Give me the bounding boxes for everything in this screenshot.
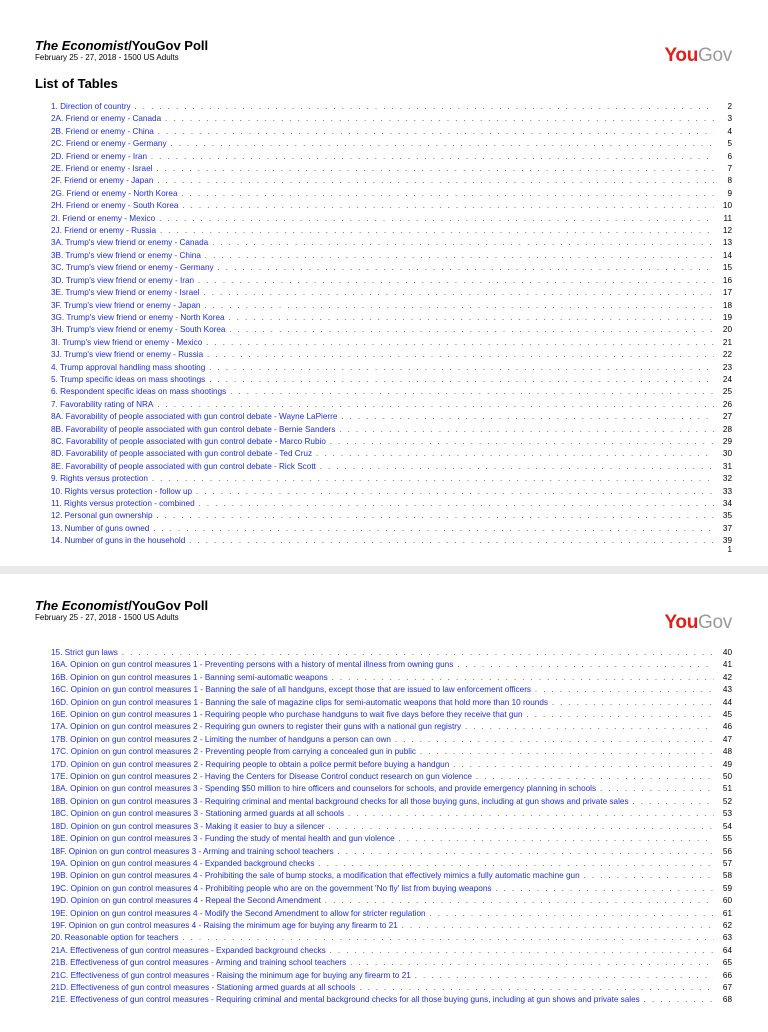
toc-page-number: 10 [722,201,732,211]
toc-entry-link[interactable]: 18D. Opinion on gun control measures 3 - Making it easier to buy a silencer [51,821,325,831]
toc-entry-link[interactable]: 13. Number of guns owned [51,523,150,533]
toc-entry[interactable] [35,734,732,746]
page-number: 1 [727,545,732,554]
toc-entry[interactable] [35,237,732,249]
toc-entry[interactable] [35,151,732,163]
toc-entry[interactable] [35,312,732,324]
toc-entry-link[interactable]: 19A. Opinion on gun control measures 4 - Expanded background checks [51,858,315,868]
toc-entry-link[interactable]: 16C. Opinion on gun control measures 1 - Banning the sale of all handguns, except those that are issued to law enforcement officers [51,685,532,695]
table-of-contents-page-1 [35,101,732,548]
toc-page-number: 17 [722,288,732,298]
toc-dot-leader [204,288,714,299]
toc-dot-leader [229,325,714,336]
toc-page-number: 61 [722,908,732,918]
toc-entry-link[interactable]: 2J. Friend or enemy - Russia [51,226,157,236]
toc-page-number: 48 [722,747,732,757]
toc-entry[interactable] [35,957,732,969]
toc-page-number: 44 [722,697,732,707]
toc-entry-link[interactable]: 11. Rights versus protection - combined [51,499,195,508]
toc-page-number: 15 [722,263,732,273]
logo-gov: Gov [698,45,732,66]
toc-page-number: 57 [722,858,732,868]
toc-page-number: 6 [727,151,732,161]
toc-dot-leader [135,102,714,113]
toc-entry[interactable] [35,945,732,957]
toc-page-number: 4 [727,126,732,136]
toc-dot-leader [415,971,714,982]
yougov-logo [664,45,732,67]
toc-entry[interactable] [35,101,732,113]
toc-entry[interactable] [35,858,732,870]
toc-entry[interactable] [35,138,732,150]
toc-page-number: 9 [727,188,732,198]
toc-page-number: 58 [722,871,732,881]
toc-dot-leader [330,437,714,448]
toc-entry-link[interactable]: 15. Strict gun laws [51,648,118,657]
toc-entry-link[interactable]: 6. Respondent specific ideas on mass shootings [51,387,227,397]
toc-entry-link[interactable]: 18B. Opinion on gun control measures 3 - Requiring criminal and mental background checks for all those buying guns, including at gun shows and private sales [51,796,629,806]
toc-entry[interactable] [35,188,732,200]
toc-dot-leader [453,760,714,771]
toc-dot-leader [218,263,714,274]
toc-entry[interactable] [35,796,732,808]
toc-page-number: 49 [722,759,732,769]
toc-entry[interactable] [35,535,732,547]
toc-dot-leader [316,449,714,460]
toc-entry-link[interactable]: 20. Reasonable option for teachers [51,933,179,943]
toc-page-number: 8 [727,176,732,186]
toc-entry-link[interactable]: 19F. Opinion on gun control measures 4 - Raising the minimum age for buying any firearm to 21 [51,920,398,930]
toc-entry[interactable] [35,982,732,994]
toc-dot-leader [339,425,714,436]
toc-entry[interactable] [35,436,732,448]
toc-dot-leader [359,983,714,994]
toc-entry-link[interactable]: 21A. Effectiveness of gun control measures - Expanded background checks [51,945,326,955]
toc-page-number: 23 [722,362,732,372]
toc-page-number: 56 [722,846,732,856]
toc-entry[interactable] [35,486,732,498]
toc-page-number: 40 [722,648,732,657]
toc-dot-leader [402,921,714,932]
toc-page-number: 14 [722,250,732,260]
toc-page-number: 47 [722,734,732,744]
toc-entry-link[interactable]: 21D. Effectiveness of gun control measures - Stationing armed guards at all schools [51,982,356,992]
logo-you: You [664,612,699,633]
toc-page-number: 55 [722,834,732,844]
toc-entry-link[interactable]: 2F. Friend or enemy - Japan [51,176,154,186]
toc-page-number: 32 [722,474,732,484]
toc-page-number: 16 [722,275,732,285]
toc-entry[interactable] [35,908,732,920]
toc-entry[interactable] [35,709,732,721]
toc-entry-link[interactable]: 8C. Favorability of people associated with gun control debate - Marco Rubio [51,436,326,446]
toc-dot-leader [325,896,714,907]
toc-page-number: 33 [722,486,732,496]
poll-title-rest: /YouGov Poll [128,598,209,613]
toc-entry-link[interactable]: 2H. Friend or enemy - South Korea [51,201,179,211]
toc-entry[interactable] [35,895,732,907]
toc-page-number: 37 [722,523,732,533]
toc-dot-leader [399,834,714,845]
toc-dot-leader [212,238,714,249]
toc-page-number: 26 [722,399,732,409]
toc-page-number: 43 [722,685,732,695]
toc-entry[interactable] [35,684,732,696]
toc-entry[interactable] [35,349,732,361]
toc-dot-leader [198,276,714,287]
toc-entry-link[interactable]: 3F. Trump's view friend or enemy - Japan [51,300,201,310]
toc-dot-leader [330,946,714,957]
toc-entry-link[interactable]: 18C. Opinion on gun control measures 3 - Stationing armed guards at all schools [51,809,345,819]
toc-page-number: 2 [727,102,732,111]
toc-dot-leader [151,152,714,163]
toc-entry-link[interactable]: 10. Rights versus protection - follow up [51,486,193,496]
toc-page-number: 64 [722,945,732,955]
toc-dot-leader [159,214,714,225]
toc-page-number: 13 [722,238,732,248]
toc-dot-leader [157,511,714,522]
toc-entry-link[interactable]: 21C. Effectiveness of gun control measures - Raising the minimum age for buying any firearm to 21 [51,970,411,980]
toc-entry-link[interactable]: 3H. Trump's view friend or enemy - South Korea [51,325,226,335]
toc-dot-leader [160,226,714,237]
toc-entry-link[interactable]: 3C. Trump's view friend or enemy - Germany [51,263,214,273]
toc-entry[interactable] [35,746,732,758]
toc-entry-link[interactable]: 17E. Opinion on gun control measures 2 - Having the Centers for Disease Control conduct research on gun violence [51,772,472,782]
toc-entry-link[interactable]: 3J. Trump's view friend or enemy - Russia [51,350,204,360]
toc-entry[interactable] [35,920,732,932]
toc-dot-leader [153,524,714,535]
toc-entry[interactable] [35,250,732,262]
toc-entry[interactable] [35,225,732,237]
toc-entry-link[interactable]: 8E. Favorability of people associated with gun control debate - Rick Scott [51,461,316,471]
toc-dot-leader [206,338,714,349]
toc-dot-leader [644,995,714,1006]
toc-entry[interactable] [35,970,732,982]
toc-dot-leader [457,660,714,671]
toc-dot-leader [189,536,714,547]
toc-dot-leader [350,958,714,969]
toc-dot-leader [430,909,714,920]
toc-dot-leader [157,176,714,187]
yougov-logo [664,612,732,634]
toc-entry[interactable] [35,461,732,473]
toc-entry-link[interactable]: 18F. Opinion on gun control measures 3 - Arming and training school teachers [51,846,334,856]
toc-entry-link[interactable]: 17C. Opinion on gun control measures 2 - Preventing people from carrying a concealed gun in public [51,747,417,757]
toc-entry-link[interactable]: 2A. Friend or enemy - Canada [51,114,162,124]
toc-entry[interactable] [35,697,732,709]
toc-entry[interactable] [35,287,732,299]
toc-entry[interactable] [35,275,732,287]
toc-page-number: 19 [722,312,732,322]
toc-dot-leader [395,735,714,746]
toc-entry-link[interactable]: 1. Direction of country [51,102,131,111]
toc-entry[interactable] [35,200,732,212]
toc-page-number: 62 [722,920,732,930]
toc-page-number: 12 [722,226,732,236]
toc-page-number: 35 [722,511,732,521]
toc-dot-leader [182,189,714,200]
toc-dot-leader [600,784,714,795]
toc-page-number: 21 [722,337,732,347]
toc-dot-leader [157,400,714,411]
toc-entry[interactable] [35,362,732,374]
toc-page-number: 50 [722,772,732,782]
toc-entry-link[interactable]: 16D. Opinion on gun control measures 1 - Banning the sale of magazine clips for semi-automatic weapons that hold more than 10 rounds [51,697,548,707]
toc-dot-leader [209,363,714,374]
toc-entry-link[interactable]: 8A. Favorability of people associated with gun control debate - Wayne LaPierre [51,412,338,422]
toc-entry-link[interactable]: 3G. Trump's view friend or enemy - North Korea [51,312,225,322]
toc-page-number: 11 [723,213,732,223]
toc-dot-leader [182,933,714,944]
toc-page-number: 45 [722,710,732,720]
toc-page-number: 5 [727,139,732,149]
toc-entry-link[interactable]: 18E. Opinion on gun control measures 3 - Funding the study of mental health and gun violence [51,834,395,844]
list-of-tables-heading: List of Tables [35,76,118,91]
toc-entry-link[interactable]: 2I. Friend or enemy - Mexico [51,213,156,223]
toc-dot-leader [319,859,714,870]
toc-entry[interactable] [35,721,732,733]
toc-dot-leader [633,797,714,808]
toc-entry[interactable] [35,647,732,659]
toc-entry[interactable] [35,510,732,522]
toc-dot-leader [476,772,714,783]
toc-page-number: 20 [722,325,732,335]
poll-subtitle: February 25 - 27, 2018 - 1500 US Adults [35,53,179,62]
toc-dot-leader [196,487,714,498]
toc-page-number: 51 [722,784,732,794]
toc-entry-link[interactable]: 19B. Opinion on gun control measures 4 - Prohibiting the sale of bump stocks, a modification that effectively mimics a fully automatic machine gun [51,871,580,881]
toc-entry-link[interactable]: 21E. Effectiveness of gun control measures - Requiring criminal and mental background checks for all those buying guns, including at gun shows and private sales [51,995,640,1005]
toc-page-number: 68 [722,995,732,1005]
toc-entry[interactable] [35,386,732,398]
toc-page-number: 66 [722,970,732,980]
toc-entry[interactable] [35,324,732,336]
toc-entry[interactable] [35,374,732,386]
toc-dot-leader [584,871,714,882]
toc-page-number: 39 [722,536,732,546]
toc-dot-leader [158,127,714,138]
poll-title-rest: /YouGov Poll [128,38,209,53]
toc-entry[interactable] [35,783,732,795]
toc-page-number: 7 [727,164,732,174]
toc-dot-leader [230,387,714,398]
toc-entry[interactable] [35,213,732,225]
poll-title-publication: The Economist [35,38,129,53]
toc-page-number: 3 [727,114,732,124]
toc-entry-link[interactable]: 3B. Trump's view friend or enemy - China [51,250,201,260]
poll-title [35,38,732,53]
toc-entry[interactable] [35,411,732,423]
poll-title [35,598,732,613]
toc-entry[interactable] [35,759,732,771]
toc-entry-link[interactable]: 2C. Friend or enemy - Germany [51,139,167,149]
toc-page-number: 54 [722,821,732,831]
toc-entry-link[interactable]: 16A. Opinion on gun control measures 1 - Preventing persons with a history of mental illness from owning guns [51,660,454,670]
toc-page-number: 63 [722,933,732,943]
toc-page-number: 30 [722,449,732,459]
toc-dot-leader [156,164,714,175]
toc-page-number: 53 [722,809,732,819]
toc-entry-link[interactable]: 19C. Opinion on gun control measures 4 - Prohibiting people who are on the government 'No fly' list from buying weapons [51,883,492,893]
poll-subtitle: February 25 - 27, 2018 - 1500 US Adults [35,613,179,622]
toc-page-number: 31 [722,461,732,471]
toc-dot-leader [204,301,714,312]
toc-page-number: 18 [722,300,732,310]
toc-entry[interactable] [35,932,732,944]
toc-entry[interactable] [35,337,732,349]
toc-entry[interactable] [35,833,732,845]
toc-page-number: 34 [722,499,732,508]
toc-entry[interactable] [35,399,732,411]
toc-dot-leader [341,412,714,423]
toc-entry[interactable] [35,672,732,684]
toc-entry[interactable] [35,808,732,820]
toc-entry-link[interactable]: 3E. Trump's view friend or enemy - Israel [51,288,200,298]
toc-entry-link[interactable]: 17D. Opinion on gun control measures 2 - Requiring people to obtain a police permit before buying a handgun [51,759,450,769]
toc-page-number: 52 [722,796,732,806]
toc-page-number: 27 [722,412,732,422]
toc-entry-link[interactable]: 16E. Opinion on gun control measures 1 - Requiring people who purchase handguns to wait five days before they receive that gun [51,710,523,720]
toc-entry-link[interactable]: 5. Trump specific ideas on mass shootings [51,374,206,384]
logo-you: You [664,45,699,66]
toc-entry-link[interactable]: 2G. Friend or enemy - North Korea [51,188,178,198]
poll-title-publication: The Economist [35,598,129,613]
toc-entry[interactable] [35,883,732,895]
toc-entry-link[interactable]: 17B. Opinion on gun control measures 2 - Limiting the number of handguns a person can own [51,734,391,744]
toc-dot-leader [535,685,714,696]
toc-page-number: 41 [722,660,732,670]
toc-entry-link[interactable]: 19E. Opinion on gun control measures 4 - Modify the Second Amendment to allow for stricter regulation [51,908,426,918]
toc-dot-leader [552,698,714,709]
toc-entry[interactable] [35,771,732,783]
toc-entry-link[interactable]: 9. Rights versus protection [51,474,148,484]
toc-dot-leader [320,462,714,473]
toc-entry-link[interactable]: 21B. Effectiveness of gun control measures - Arming and training school teachers [51,958,347,968]
toc-dot-leader [527,710,714,721]
toc-entry[interactable] [35,300,732,312]
toc-entry-link[interactable]: 16B. Opinion on gun control measures 1 - Banning semi-automatic weapons [51,672,328,682]
table-of-contents-page-2 [35,647,732,1007]
toc-entry-link[interactable]: 8B. Favorability of people associated with gun control debate - Bernie Sanders [51,424,336,434]
toc-entry-link[interactable]: 8D. Favorability of people associated with gun control debate - Ted Cruz [51,449,313,459]
toc-dot-leader [152,474,714,485]
toc-entry[interactable] [35,473,732,485]
toc-dot-leader [165,114,714,125]
logo-gov: Gov [698,612,732,633]
toc-dot-leader [205,251,714,262]
toc-dot-leader [338,847,714,858]
toc-page-number: 67 [722,982,732,992]
toc-entry-link[interactable]: 18A. Opinion on gun control measures 3 - Spending $50 million to hire officers and counselors for schools, and provide emergency planning in schools [51,784,597,794]
toc-page-number: 29 [722,436,732,446]
toc-page-number: 42 [722,672,732,682]
toc-entry-link[interactable]: 12. Personal gun ownership [51,511,153,521]
toc-page-number: 46 [722,722,732,732]
toc-entry-link[interactable]: 7. Favorability rating of NRA [51,399,154,409]
toc-entry-link[interactable]: 3I. Trump's view friend or enemy - Mexico [51,337,203,347]
toc-dot-leader [348,809,714,820]
toc-entry-link[interactable]: 17A. Opinion on gun control measures 2 - Requiring gun owners to register their guns with a national gun registry [51,722,462,732]
toc-dot-leader [122,648,714,659]
toc-entry-link[interactable]: 4. Trump approval handling mass shooting [51,362,206,372]
toc-page-number: 22 [722,350,732,360]
document-page-2 [0,574,768,1032]
toc-dot-leader [199,499,714,510]
toc-dot-leader [229,313,714,324]
toc-entry-link[interactable]: 3D. Trump's view friend or enemy - Iran [51,275,195,285]
toc-entry-link[interactable]: 2D. Friend or enemy - Iran [51,151,148,161]
toc-entry[interactable] [35,870,732,882]
toc-entry-link[interactable]: 2E. Friend or enemy - Israel [51,164,153,174]
toc-entry[interactable] [35,262,732,274]
toc-dot-leader [171,139,714,150]
toc-entry[interactable] [35,821,732,833]
toc-entry[interactable] [35,175,732,187]
toc-entry[interactable] [35,126,732,138]
toc-page-number: 24 [722,374,732,384]
toc-entry[interactable] [35,846,732,858]
toc-entry[interactable] [35,113,732,125]
toc-entry[interactable] [35,994,732,1006]
toc-entry[interactable] [35,498,732,510]
toc-dot-leader [332,673,714,684]
toc-dot-leader [420,747,714,758]
toc-dot-leader [182,201,714,212]
toc-entry-link[interactable]: 19D. Opinion on gun control measures 4 - Repeal the Second Amendment [51,896,321,906]
toc-entry-link[interactable]: 3A. Trump's view friend or enemy - Canada [51,238,209,248]
toc-page-number: 60 [722,896,732,906]
toc-entry-link[interactable]: 2B. Friend or enemy - China [51,126,154,136]
toc-entry[interactable] [35,424,732,436]
toc-page-number: 25 [722,387,732,397]
toc-dot-leader [496,884,715,895]
toc-dot-leader [209,375,714,386]
toc-dot-leader [329,822,714,833]
toc-page-number: 65 [722,958,732,968]
toc-dot-leader [207,350,714,361]
toc-page-number: 28 [722,424,732,434]
toc-entry[interactable] [35,523,732,535]
toc-entry-link[interactable]: 14. Number of guns in the household [51,536,186,546]
toc-dot-leader [465,722,714,733]
toc-entry[interactable] [35,163,732,175]
toc-entry[interactable] [35,448,732,460]
toc-page-number: 59 [722,883,732,893]
toc-entry[interactable] [35,659,732,671]
